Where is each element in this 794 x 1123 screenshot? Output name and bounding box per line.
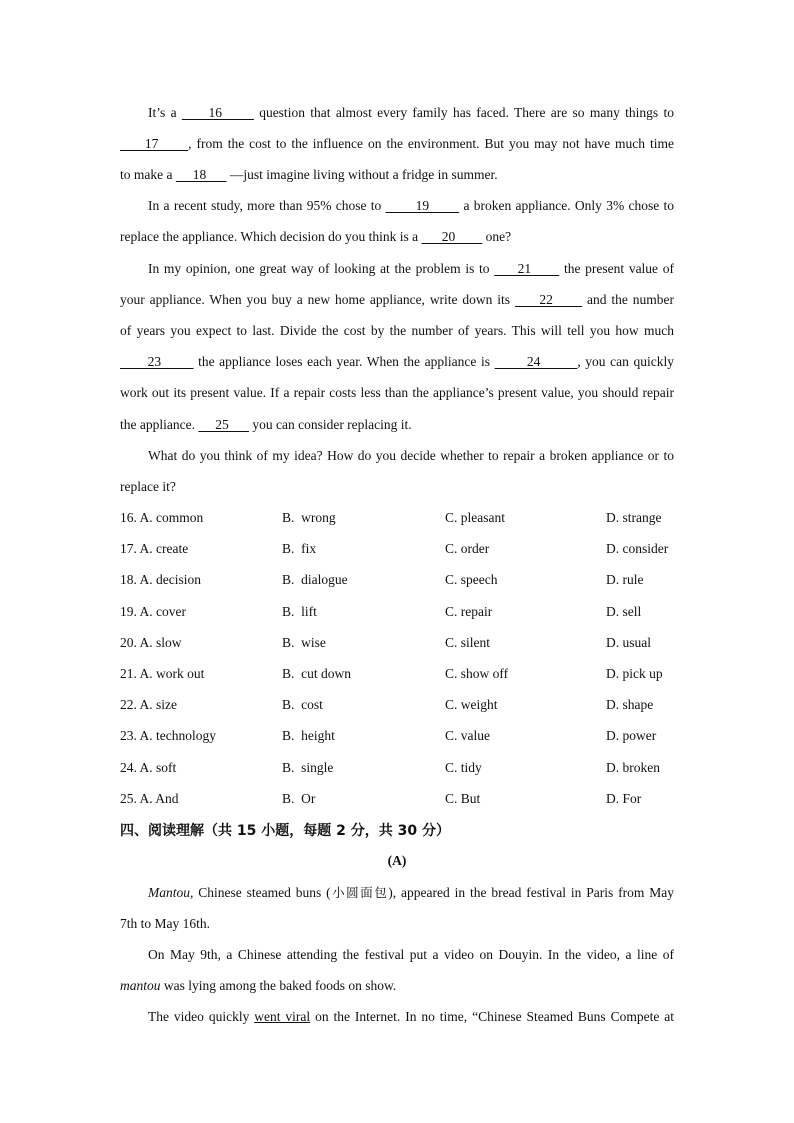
option-18-B: B. dialogue [282, 572, 348, 587]
option-17-B: B. fix [282, 541, 317, 556]
option-21-A: 21. A. work out [120, 666, 205, 681]
blank-20: 20 [421, 229, 483, 244]
blank-25: 25 [198, 417, 249, 432]
chinese-gloss: 小圆面包 [330, 885, 389, 900]
blank-16: 16 [181, 105, 254, 120]
option-19-C: C. repair [445, 604, 493, 619]
passage-text: In my opinion, one great way of looking at the problem is to [148, 261, 495, 276]
option-16-A: 16. A. common [120, 510, 204, 525]
option-23-C: C. value [445, 728, 490, 743]
option-23-B: B. height [282, 728, 335, 743]
option-25-C: C. But [445, 791, 481, 806]
passage-text: and the number [582, 292, 674, 307]
passage-text: In a recent study, more than 95% chose to [148, 198, 386, 213]
option-22-B: B. cost [282, 697, 323, 712]
passage-text: It’s a [148, 105, 182, 120]
option-19-B: B. lift [282, 604, 317, 619]
passage-line: On May 9th, a Chinese attending the festival put a video on Douyin. In the video, a line of [148, 947, 674, 962]
option-18-D: D. rule [606, 572, 644, 587]
passage-text: question that almost every family has faced. There are so many things to [253, 105, 675, 120]
option-24-D: D. broken [606, 760, 660, 775]
option-20-A: 20. A. slow [120, 635, 182, 650]
option-24-C: C. tidy [445, 760, 482, 775]
passage-line [120, 976, 674, 996]
passage-line [148, 103, 674, 123]
option-21-C: C. show off [445, 666, 509, 681]
blank-18: 18 [175, 167, 227, 182]
passage-text: , you can quickly [577, 354, 675, 369]
option-17-A: 17. A. create [120, 541, 189, 556]
option-22-D: D. shape [606, 697, 654, 712]
passage-text: The video quickly [148, 1009, 255, 1024]
passage-text: to make a [120, 167, 176, 182]
option-22-A: 22. A. size [120, 697, 177, 712]
section-heading: 四、阅读理解（共 15 小题，每题 2 分，共 30 分） [120, 823, 450, 839]
passage-line [148, 196, 674, 216]
blank-17: 17 [120, 136, 189, 151]
passage-text: one? [482, 229, 512, 244]
option-22-C: C. weight [445, 697, 498, 712]
passage-line [120, 290, 674, 310]
option-16-D: D. strange [606, 510, 662, 525]
option-17-D: D. consider [606, 541, 669, 556]
passage-title: (A) [387, 853, 407, 868]
passage-line [120, 134, 674, 154]
passage-line: of years you expect to last. Divide the cost by the number of years. This will tell you how much [120, 323, 674, 338]
option-21-D: D. pick up [606, 666, 663, 681]
option-17-C: C. order [445, 541, 490, 556]
option-19-A: 19. A. cover [120, 604, 186, 619]
underlined-phrase: went viral [254, 1009, 311, 1024]
option-19-D: D. sell [606, 604, 642, 619]
passage-line [148, 883, 674, 903]
option-21-B: B. cut down [282, 666, 351, 681]
blank-21: 21 [494, 261, 560, 276]
passage-line [120, 352, 674, 372]
passage-text: your appliance. When you buy a new home appliance, write down its [120, 292, 515, 307]
passage-text: the appliance loses each year. When the appliance is [193, 354, 495, 369]
passage-text: , from the cost to the influence on the environment. But you may not have much time [188, 136, 674, 151]
passage-line [120, 165, 674, 185]
blank-24: 24 [494, 354, 578, 369]
passage-line [148, 259, 674, 279]
passage-line: What do you think of my idea? How do you decide whether to repair a broken appliance or to [148, 448, 674, 463]
passage-text: the present value of [559, 261, 674, 276]
passage-text: the appliance. [120, 417, 199, 432]
option-16-B: B. wrong [282, 510, 336, 525]
passage-text: on the Internet. In no time, “Chinese Steamed Buns Compete at [310, 1009, 674, 1024]
blank-22: 22 [514, 292, 583, 307]
italic-term: Mantou, [148, 885, 194, 900]
passage-text: was lying among the baked foods on show. [160, 978, 397, 993]
passage-line [120, 227, 674, 247]
option-23-D: D. power [606, 728, 657, 743]
passage-line: 7th to May 16th. [120, 916, 210, 931]
passage-text: Chinese steamed buns ( [193, 885, 331, 900]
option-24-A: 24. A. soft [120, 760, 177, 775]
option-16-C: C. pleasant [445, 510, 505, 525]
passage-line: work out its present value. If a repair costs less than the appliance’s present value, you should repair [120, 385, 674, 400]
option-24-B: B. single [282, 760, 334, 775]
option-18-C: C. speech [445, 572, 498, 587]
option-18-A: 18. A. decision [120, 572, 201, 587]
option-25-D: D. For [606, 791, 642, 806]
passage-text: —just imagine living without a fridge in summer. [226, 167, 498, 182]
italic-term: mantou [120, 978, 161, 993]
blank-19: 19 [385, 198, 460, 213]
passage-text: ), appeared in the bread festival in Paris from May [388, 885, 674, 900]
option-25-B: B. Or [282, 791, 316, 806]
option-25-A: 25. A. And [120, 791, 179, 806]
option-20-C: C. silent [445, 635, 491, 650]
passage-text: replace the appliance. Which decision do you think is a [120, 229, 422, 244]
passage-text: you can consider replacing it. [248, 417, 412, 432]
passage-text: a broken appliance. Only 3% chose to [459, 198, 675, 213]
passage-line [148, 1007, 674, 1027]
passage-line: replace it? [120, 479, 176, 494]
blank-23: 23 [120, 354, 194, 369]
option-23-A: 23. A. technology [120, 728, 216, 743]
option-20-B: B. wise [282, 635, 326, 650]
option-20-D: D. usual [606, 635, 651, 650]
passage-line [120, 415, 674, 435]
